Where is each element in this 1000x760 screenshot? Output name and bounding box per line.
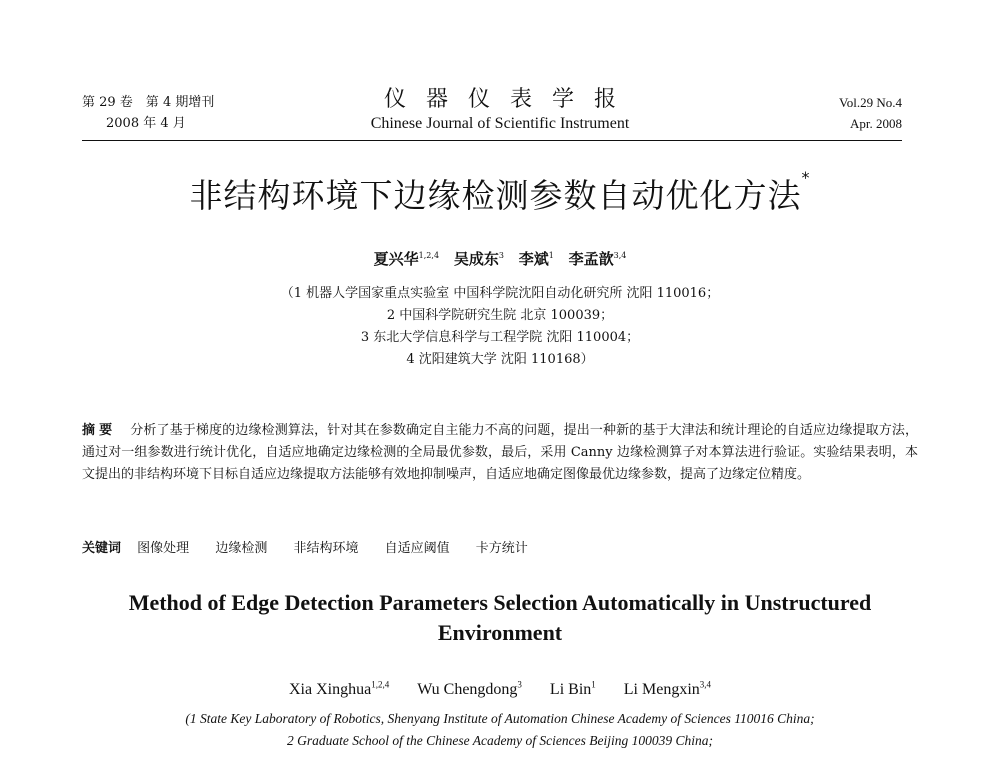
affiliation-en: 2 Graduate School of the Chinese Academy of Sciences Beijing 100039 China;	[286, 733, 714, 748]
keyword: 图像处理	[137, 541, 190, 556]
abstract-text: 分析了基于梯度的边缘检测算法，针对其在参数确定自主能力不高的问题，提出一种新的基于大津法和统计理论的自适应边缘提取方法，通过对一组参数进行统计优化，自适应地确定边缘检测的全局最优参数，最后，采用 Canny 边缘检测算子对本算法进行验证。实验结果表明，本文提出的非结构环境下目标自适应边缘提取方法能够有效地抑制噪声，自适应地确定图像最优边缘参数，提高了边缘定位精度。	[82, 423, 918, 482]
keyword: 非结构环境	[293, 541, 359, 556]
title-cn-text: 非结构环境下边缘检测参数自动优化方法	[189, 176, 802, 215]
header-journal	[320, 86, 680, 134]
author-en: Xia Xinghua$^{1,2,4}$	[288, 680, 390, 699]
date-cn: 2008 年 4 月	[106, 116, 186, 131]
affiliations-cn	[0, 283, 1000, 371]
abstract-label: 摘要	[82, 423, 117, 438]
paper-title-en: Method of Edge Detection Parameters Selection Automatically in Unstructured Environment	[128, 590, 872, 645]
author-cn: 李孟歆$^{3,4}$	[568, 250, 627, 268]
affiliations-en	[0, 708, 1000, 752]
keyword: 自适应阈值	[384, 541, 450, 556]
affiliation-en: (1 State Key Laboratory of Robotics, Shenyang Institute of Automation Chinese Academy of Sciences 110016 China;	[185, 711, 815, 726]
header-rule	[82, 140, 902, 141]
affiliation-cn: （1 机器人学国家重点实验室 中国科学院沈阳自动化研究所 沈阳 110016；	[280, 286, 720, 301]
keyword: 边缘检测	[215, 541, 268, 556]
affiliation-cn: 3 东北大学信息科学与工程学院 沈阳 110004；	[360, 330, 640, 345]
keywords-label: 关键词	[82, 541, 122, 556]
authors-cn	[0, 248, 1000, 269]
abstract-cn	[82, 420, 918, 486]
title-footnote-mark: *	[801, 168, 811, 187]
keyword: 卡方统计	[475, 541, 528, 556]
journal-name-en: Chinese Journal of Scientific Instrument	[370, 115, 630, 132]
affiliation-cn: 4 沈阳建筑大学 沈阳 110168）	[406, 352, 594, 367]
keywords-cn	[82, 537, 550, 556]
affiliation-cn: 2 中国科学院研究生院 北京 100039；	[386, 308, 614, 323]
volume-issue-en: Vol.29 No.4	[839, 95, 902, 110]
author-en: Wu Chengdong$^3$	[417, 680, 522, 699]
journal-name-cn: 仪器仪表学报	[383, 87, 636, 112]
paper-title-cn	[60, 170, 940, 217]
author-cn: 李斌$^1$	[518, 250, 554, 268]
author-en: Li Mengxin$^{3,4}$	[623, 680, 712, 699]
volume-issue-cn: 第 29 卷 第 4 期增刊	[82, 95, 215, 110]
authors-en	[0, 680, 1000, 699]
author-cn: 吴成东$^3$	[453, 250, 504, 268]
author-en: Li Bin$^1$	[549, 680, 596, 699]
header-volume-cn	[82, 92, 214, 134]
author-cn: 夏兴华$^{1,2,4}$	[373, 250, 440, 268]
date-en: Apr. 2008	[850, 116, 902, 131]
header-volume-en	[839, 92, 902, 134]
